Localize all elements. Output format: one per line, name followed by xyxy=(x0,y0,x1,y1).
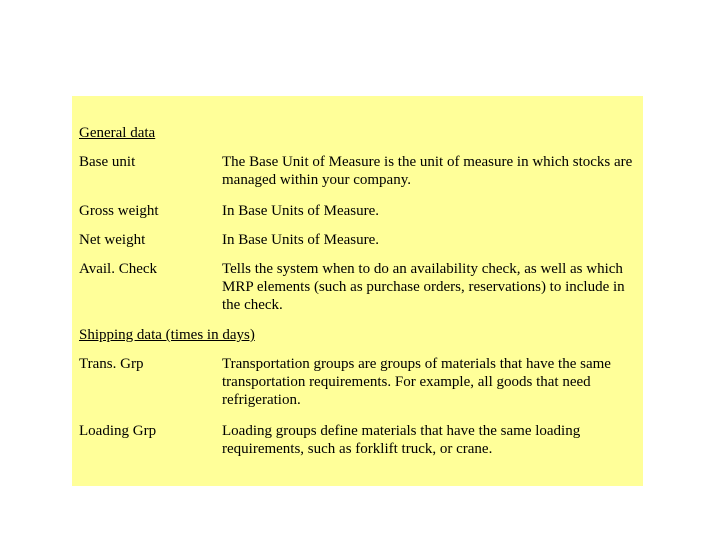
shipping-data-heading: Shipping data (times in days) xyxy=(79,327,255,343)
term-description: Tells the system when to do an availability check, as well as which MRP elements (such as purchase orders, reservations) to include in the check. xyxy=(222,261,625,313)
general-data-heading: General data xyxy=(79,125,156,141)
term-description: Transportation groups are groups of materials that have the same transportation requirements. For example, all goods that need refrigeration. xyxy=(222,356,611,408)
term-label: Gross weight xyxy=(79,203,159,219)
term-description: In Base Units of Measure. xyxy=(222,232,380,248)
term-label: Avail. Check xyxy=(79,261,158,277)
term-label: Trans. Grp xyxy=(79,356,144,372)
term-description: In Base Units of Measure. xyxy=(222,203,380,219)
term-label: Net weight xyxy=(79,232,146,248)
term-label: Loading Grp xyxy=(79,423,157,439)
term-description: The Base Unit of Measure is the unit of measure in which stocks are managed within your company. xyxy=(222,154,633,188)
definitions-panel xyxy=(72,96,643,486)
term-description: Loading groups define materials that have the same loading requirements, such as forklift truck, or crane. xyxy=(222,423,581,457)
term-label: Base unit xyxy=(79,154,136,170)
